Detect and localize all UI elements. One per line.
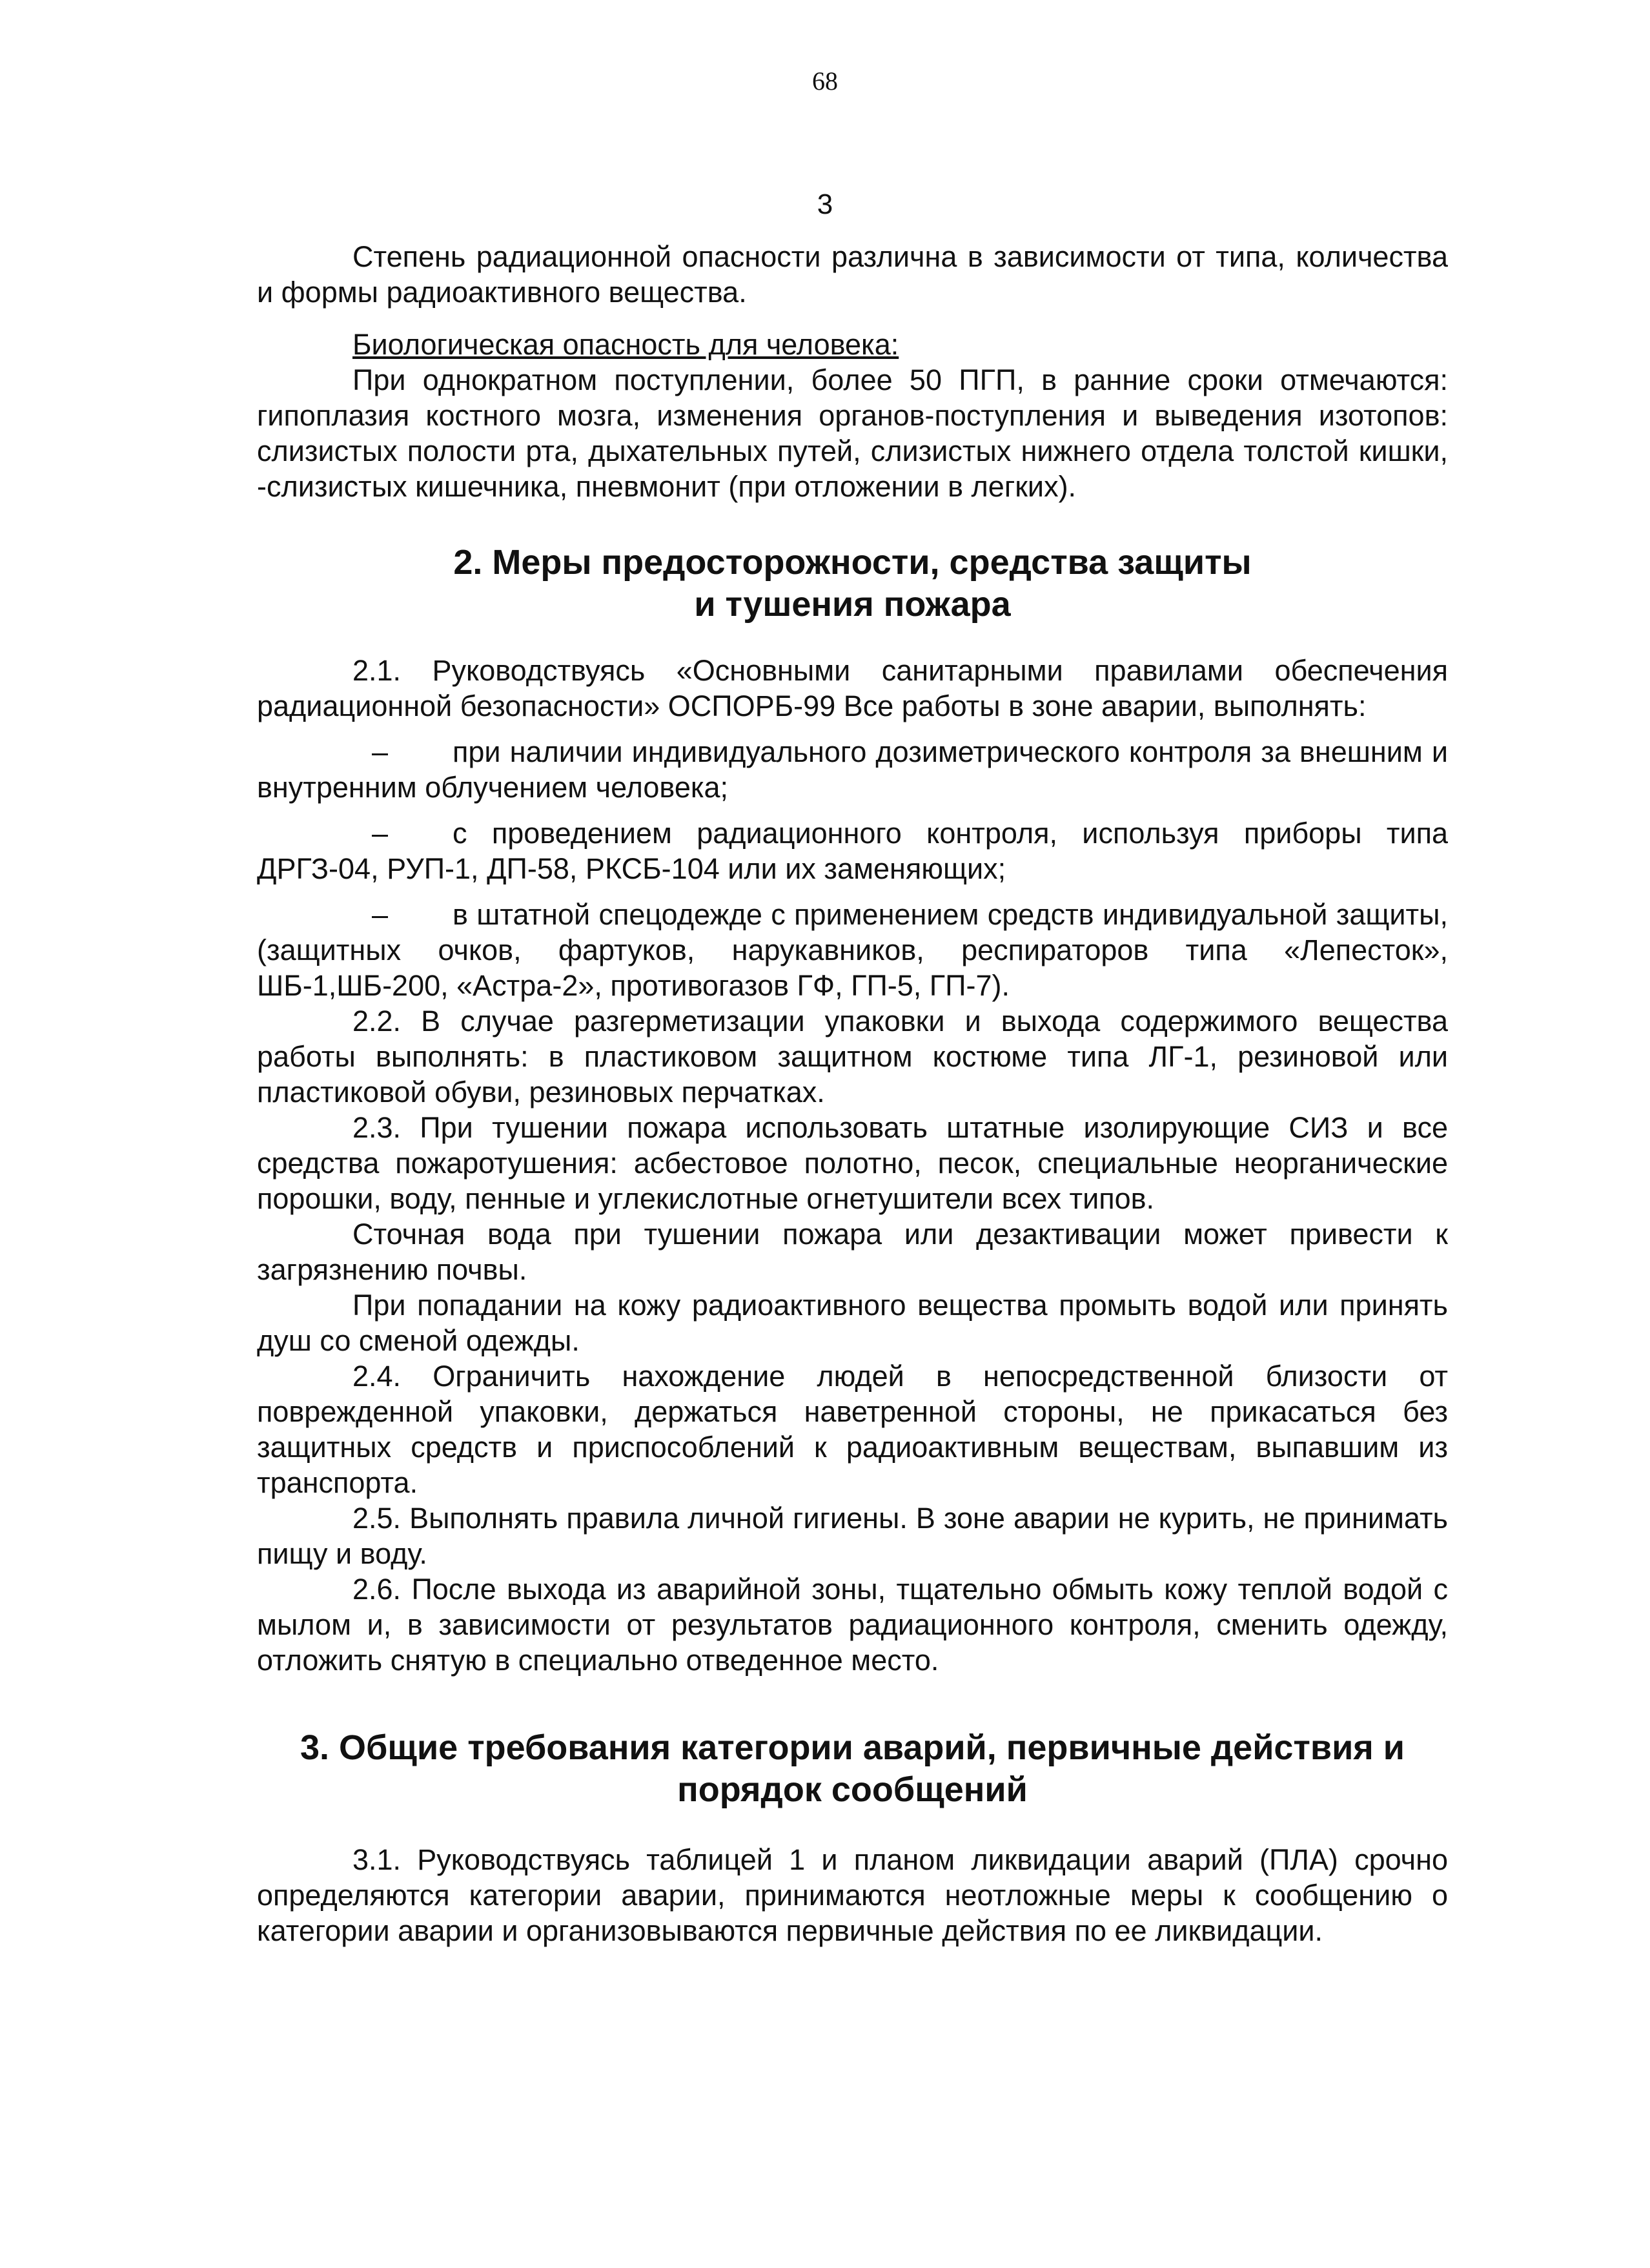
list-item-1-text: при наличии индивидуального дозиметрического контроля за внешним и внутренним облучением человека;	[257, 735, 1448, 804]
section-2-title	[257, 542, 1448, 626]
list-dash: –	[372, 898, 389, 931]
sheet-number: 3	[817, 189, 833, 220]
section-3-title	[257, 1727, 1448, 1811]
page-number: 68	[812, 66, 838, 96]
paragraph-2-1: 2.1. Руководствуясь «Основными санитарными правилами обеспечения радиационной безопасности» ОСПОРБ-99 Все работы в зоне аварии, выполнять:	[257, 654, 1448, 722]
document-body	[257, 239, 1448, 1948]
paragraph-2-6: 2.6. После выхода из аварийной зоны, тщательно обмыть кожу теплой водой с мылом и, в зависимости от результатов радиационного контроля, сменить одежду, отложить снятую в специально отведенное место.	[257, 1573, 1448, 1677]
paragraph-2-2: 2.2. В случае разгерметизации упаковки и выхода содержимого вещества работы выполнять: в пластиковом защитном костюме типа ЛГ-1, резиновой или пластиковой обуви, резиновых перчатках.	[257, 1005, 1448, 1108]
list-item-3-text: в штатной спецодежде с применением средств индивидуальной защиты, (защитных очков, фартуков, нарукавников, респираторов типа «Лепесток», ШБ-1,ШБ-200, «Астра-2», противогазов ГФ, ГП-5, ГП-7).	[257, 898, 1448, 1002]
list-item-2	[257, 815, 1448, 886]
list-item-2-text: с проведением радиационного контроля, используя приборы типа ДРГЗ-04, РУП-1, ДП-58, РКСБ-104 или их заменяющих;	[257, 817, 1448, 885]
section-3-title-line2: порядок сообщений	[677, 1770, 1028, 1809]
section-3-title-line1: 3. Общие требования категории аварий, первичные действия и	[300, 1728, 1405, 1767]
bio-paragraph: При однократном поступлении, более 50 ПГП, в ранние сроки отмечаются: гипоплазия костного мозга, изменения органов-поступления и выведения изотопов: слизистых полости рта, дыхательных путей, слизистых нижнего отдела толстой кишки, -слизистых кишечника, пневмонит (при отложении в легких).	[257, 363, 1448, 503]
list-dash: –	[372, 735, 389, 768]
paragraph-2-4: 2.4. Ограничить нахождение людей в непосредственной близости от поврежденной упаковки, держаться наветренной стороны, не прикасаться без защитных средств и приспособлений к радиоактивным веществам, выпавшим из транспорта.	[257, 1360, 1448, 1499]
list-item-1	[257, 734, 1448, 805]
paragraph-2-3-wastewater: Сточная вода при тушении пожара или дезактивации может привести к загрязнению почвы.	[257, 1218, 1448, 1286]
paragraph-2-3: 2.3. При тушении пожара использовать штатные изолирующие СИЗ и все средства пожаротушения: асбестовое полотно, песок, специальные неорганические порошки, воду, пенные и углекислотные огнетушители всех типов.	[257, 1111, 1448, 1215]
intro-paragraph: Степень радиационной опасности различна в зависимости от типа, количества и формы радиоактивного вещества.	[257, 240, 1448, 309]
bio-heading	[257, 327, 1448, 362]
section-2-title-line1: 2. Меры предосторожности, средства защиты	[453, 543, 1252, 582]
list-dash: –	[372, 817, 389, 850]
section-2-title-line2: и тушения пожара	[694, 585, 1011, 624]
bio-heading-text: Биологическая опасность для человека:	[352, 328, 899, 361]
paragraph-2-5: 2.5. Выполнять правила личной гигиены. В зоне аварии не курить, не принимать пищу и воду.	[257, 1502, 1448, 1570]
paragraph-2-3-skin: При попадании на кожу радиоактивного вещества промыть водой или принять душ со сменой одежды.	[257, 1289, 1448, 1357]
list-item-3	[257, 897, 1448, 1003]
paragraph-3-1: 3.1. Руководствуясь таблицей 1 и планом ликвидации аварий (ПЛА) срочно определяются категории аварии, принимаются неотложные меры к сообщению о категории аварии и организовываются первичные действия по ее ликвидации.	[257, 1843, 1448, 1947]
